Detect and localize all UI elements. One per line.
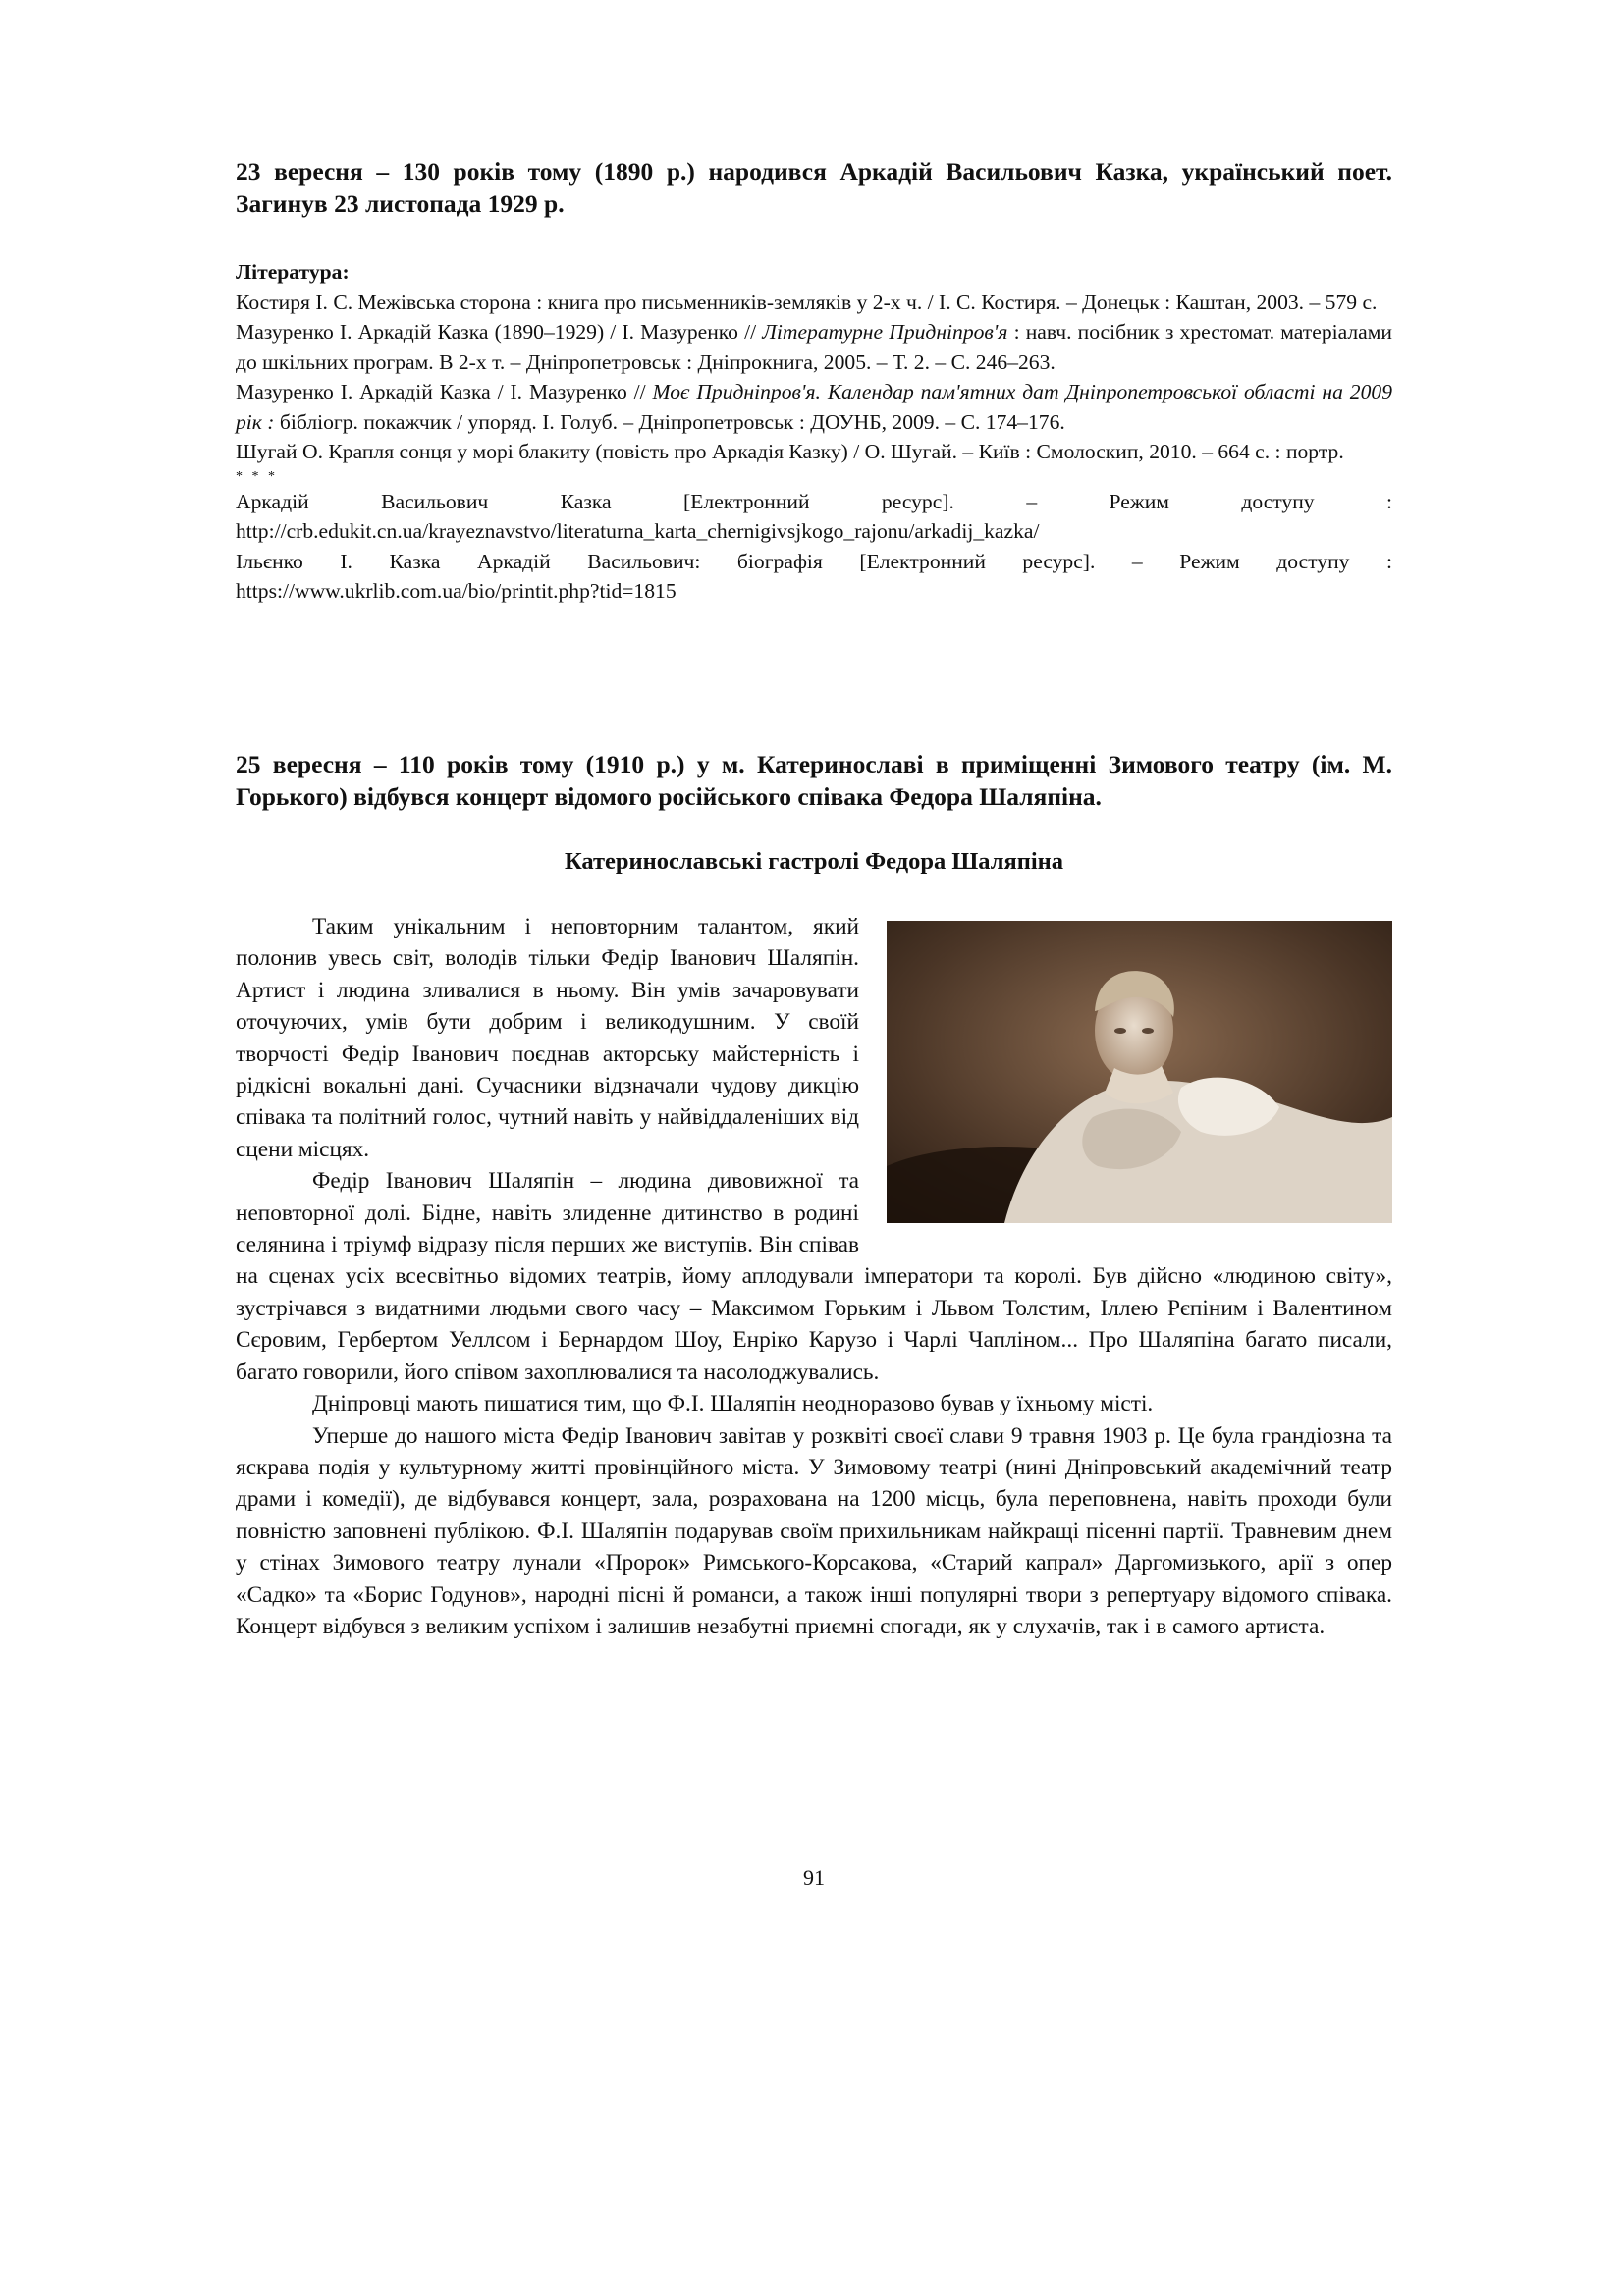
reference-text: Шугай О. Крапля сонця у морі блакиту (повість про Аркадія Казку) / О. Шугай. – Київ : Смолоскип, 2010. – 664 с. : портр. <box>236 440 1344 463</box>
web-reference-item: Аркадій Васильович Казка [Електронний ресурс]. – Режим доступу : http://crb.edukit.cn.ua/krayeznavstvo/literaturna_karta_chernigivsjkogo_rajonu/arkadij_kazka/ <box>236 489 1392 543</box>
reference-item <box>236 317 1392 377</box>
article-subtitle: Катеринославські гастролі Федора Шаляпіна <box>564 848 1064 875</box>
reference-italic: Літературне Придніпров'я <box>762 320 1008 344</box>
reference-text: бібліогр. покажчик / упоряд. І. Голуб. – Дніпропетровськ : ДОУНБ, 2009. – С. 174–176. <box>274 409 1065 434</box>
reference-italic: Моє Придніпров'я. Календар пам'ятних дат Дніпропетровської області на 2009 рік : <box>236 380 1392 434</box>
reference-text: : навч. посібник з хрестомат. матеріалами до шкільних програм. В 2-х т. – Дніпропетровськ : Дніпрокнига, 2005. – Т. 2. – С. 246–263. <box>236 320 1392 374</box>
separator: * * * <box>236 468 278 484</box>
paragraph: Таким унікальним і неповторним талантом, який полонив увесь світ, володів тільки Федір Іванович Шаляпін. Артист і людина зливалися в ньому. Він умів зачаровувати оточуючих, умів бути добрим і великодушним. У своїй творчості Федір Іванович поєднав акторську майстерність і рідкісні вокальні дані. Сучасники відзначали чудову дикцію співака та політний голос, чутний навіть у найвіддаленіших від сцени місцях. <box>236 914 859 1162</box>
reference-item <box>236 288 1392 318</box>
reference-text: Мазуренко І. Аркадій Казка (1890–1929) / І. Мазуренко // <box>236 320 763 344</box>
page-number: 91 <box>803 1865 825 1890</box>
entry-heading-shalyapin: 25 вересня – 110 років тому (1910 р.) у м. Катеринославі в приміщенні Зимового театру (ім. М. Горького) відбувся концерт відомого російського співака Федора Шаляпіна. <box>236 750 1392 811</box>
literature-section <box>236 257 1392 607</box>
reference-item <box>236 377 1392 437</box>
reference-item <box>236 437 1392 467</box>
reference-text: Костиря І. С. Межівська сторона : книга про письменників-земляків у 2-х ч. / І. С. Костиря. – Донецьк : Каштан, 2003. – 579 с. <box>236 290 1378 314</box>
web-reference-item: Ільєнко І. Казка Аркадій Васильович: біографія [Електронний ресурс]. – Режим доступу : https://www.ukrlib.com.ua/bio/printit.php?tid=1815 <box>236 549 1392 603</box>
paragraph: Дніпровці мають пишатися тим, що Ф.І. Шаляпін неодноразово бував у їхньому місті. <box>312 1391 1154 1417</box>
portrait-photo <box>887 921 1392 1223</box>
entry-heading-kazka: 23 вересня – 130 років тому (1890 р.) народився Аркадій Васильович Казка, український поет. Загинув 23 листопада 1929 р. <box>236 157 1392 218</box>
reference-text: Мазуренко І. Аркадій Казка / І. Мазуренко // <box>236 380 653 403</box>
paragraph: Федір Іванович Шаляпін – людина дивовижної та неповторної долі. Бідне, навіть злиденне дитинство в родині селянина і тріумф відразу після перших же виступів. Він співав на сценах усіх всесвітньо відомих театрів, йому аплодували імператори та королі. Був дійсно «людиною світу», зустрічався з видатними людьми свого часу – Максимом Горьким і Львом Толстим, Іллею Рєпіним і Валентином Сєровим, Гербертом Уеллсом і Бернардом Шоу, Енріко Карузо і Чарлі Чапліном... Про Шаляпіна багато писали, багато говорили, його співом захоплювалися та насолоджувались. <box>236 1168 1392 1385</box>
paragraph: Уперше до нашого міста Федір Іванович завітав у розквіті своєї слави 9 травня 1903 р. Це була грандіозна та яскрава подія у культурному житті провінційного міста. У Зимовому театрі (нині Дніпровський академічний театр драми і комедії), де відбувався концерт, зала, розрахована на 1200 місць, була переповнена, навіть проходи були повністю заповнені публікою. Ф.І. Шаляпін подарував своїм прихильникам найкращі пісенні партії. Травневим днем у стінах Зимового театру лунали «Пророк» Римського-Корсакова, «Старий капрал» Даргомизького, арії з опер «Садко» та «Борис Годунов», народні пісні й романси, а також інші популярні твори з репертуару відомого співака. Концерт відбувся з великим успіхом і залишив незабутні приємні спогади, як у слухачів, так і в самого артиста. <box>236 1422 1392 1639</box>
article-body <box>236 911 1392 1642</box>
literature-label: Література: <box>236 260 350 284</box>
